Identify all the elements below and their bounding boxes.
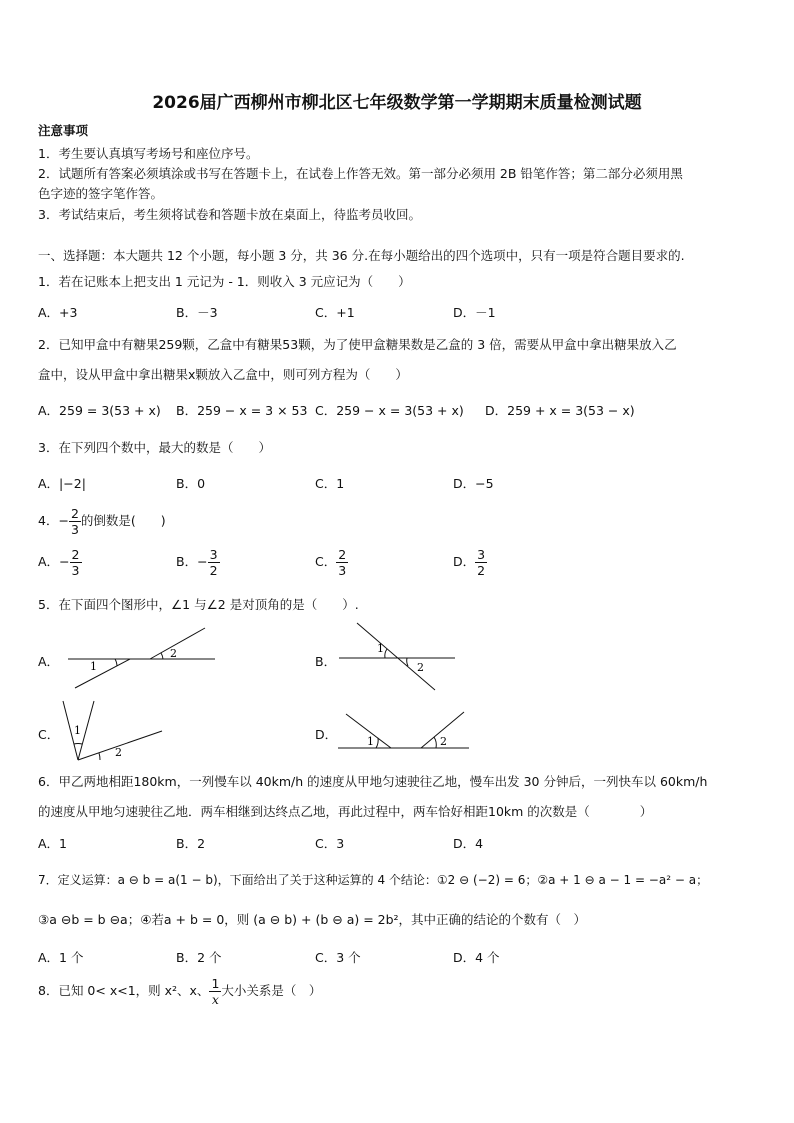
question-5-stem: 5．在下面四个图形中，∠1 与∠2 是对顶角的是（ ）. (38, 597, 359, 612)
q1-option-b: B．－3 (176, 305, 218, 320)
q4-option-a (38, 547, 82, 578)
q4-option-b (176, 547, 220, 578)
q6-option-b: B．2 (176, 836, 206, 851)
figure-d-angle-2: 2 (440, 735, 447, 748)
figure-b-arc-2 (407, 658, 408, 666)
figure-c-angle-1: 1 (74, 724, 81, 737)
q4-option-a-label: A． (38, 554, 60, 569)
q7-option-a: A．1 个 (38, 950, 84, 965)
q4-option-d-label: D． (453, 554, 476, 569)
q4-option-a-fraction (70, 547, 82, 578)
figure-a-angle-2: 2 (170, 647, 177, 660)
q4-stem-suffix: 的倒数是( ) (80, 513, 166, 528)
q4-option-d (453, 547, 487, 578)
notice-item-3: 3．考试结束后，考生须将试卷和答题卡放在桌面上，待监考员收回。 (38, 207, 421, 222)
q4-numerator: 2 (70, 506, 79, 521)
figure-a-ray-2 (150, 628, 205, 659)
q8-stem-prefix: 8．已知 0< x<1，则 x²、x、 (38, 983, 210, 998)
q4-option-c-fraction (336, 547, 348, 578)
q4-option-c-den: 3 (338, 563, 347, 578)
q4-option-b-num: 3 (209, 547, 218, 562)
q4-option-d-num: 3 (477, 547, 486, 562)
q2-option-d: D．259 + x = 3(53 − x) (485, 403, 635, 418)
q4-option-c (315, 547, 348, 578)
q2-option-c: C．259 − x = 3(53 + x) (315, 403, 464, 418)
figure-c-arc-2 (99, 753, 100, 760)
q5-figure-b (335, 620, 465, 692)
question-8-stem (38, 976, 321, 1007)
question-2-stem: 2．已知甲盒中有糖果259颗，乙盒中有糖果53颗，为了使甲盒糖果数是乙盒的 3 倍，需要从甲盒中拿出糖果放入乙 (38, 337, 677, 352)
q4-option-b-den: 2 (209, 563, 218, 578)
q5-option-d-label: D． (315, 727, 338, 742)
question-1-stem: 1．若在记账本上把支出 1 元记为 - 1．则收入 3 元应记为（ ） (38, 274, 411, 289)
q6-option-a: A．1 (38, 836, 68, 851)
figure-c-angle-2: 2 (115, 746, 122, 759)
q5-figure-c (58, 698, 168, 764)
page-title: 2026届广西柳州市柳北区七年级数学第一学期期末质量检测试题 (152, 93, 642, 113)
q1-option-d: D．－1 (453, 305, 496, 320)
q3-option-b: B．0 (176, 476, 206, 491)
figure-a-arc-1 (115, 659, 117, 666)
q8-denominator: x (211, 992, 219, 1007)
figure-a-angle-1: 1 (90, 660, 97, 673)
figure-b-arc-1 (385, 649, 387, 658)
q3-option-d: D．−5 (453, 476, 494, 491)
q8-numerator: 1 (211, 976, 220, 991)
question-3-stem: 3．在下列四个数中，最大的数是（ ） (38, 440, 271, 455)
q4-option-b-fraction (208, 547, 220, 578)
q2-option-a: A．259 = 3(53 + x) (38, 403, 161, 418)
q6-option-d: D．4 (453, 836, 484, 851)
q4-option-c-label: C． (315, 554, 337, 569)
figure-b-angle-2: 2 (417, 661, 424, 674)
q4-option-d-fraction (475, 547, 487, 578)
q4-denominator: 3 (70, 522, 79, 537)
question-2-stem-cont: 盒中，设从甲盒中拿出糖果x颗放入乙盒中，则可列方程为（ ） (38, 367, 408, 382)
q4-option-a-num: 2 (71, 547, 80, 562)
q3-option-c: C．1 (315, 476, 345, 491)
q1-option-c: C．+1 (315, 305, 355, 320)
q5-option-a-label: A． (38, 654, 60, 669)
q3-option-a: A．|−2| (38, 476, 86, 491)
q1-option-a: A．+3 (38, 305, 78, 320)
figure-d-angle-1: 1 (367, 735, 374, 748)
q7-option-d: D．4 个 (453, 950, 500, 965)
figure-d-arc-2 (434, 737, 436, 748)
q4-option-b-label: B． (176, 554, 198, 569)
q4-stem-prefix: 4．− (38, 513, 69, 528)
q6-option-c: C．3 (315, 836, 345, 851)
q7-option-c: C．3 个 (315, 950, 361, 965)
figure-c-arc-1 (74, 743, 82, 744)
figure-b-angle-1: 1 (377, 642, 384, 655)
q2-option-b: B．259 − x = 3 × 53 (176, 403, 308, 418)
q4-fraction (69, 506, 81, 537)
q4-option-c-num: 2 (338, 547, 347, 562)
figure-a-ray-1 (75, 659, 130, 688)
notice-item-1: 1．考生要认真填写考场号和座位序号。 (38, 146, 259, 161)
question-6-stem: 6．甲乙两地相距180km，一列慢车以 40km/h 的速度从甲地匀速驶往乙地，慢车出发 30 分钟后，一列快车以 60km/h (38, 774, 708, 789)
figure-b-transversal (357, 623, 435, 690)
q7-option-b: B．2 个 (176, 950, 222, 965)
figure-a-arc-2 (161, 653, 163, 659)
notice-item-2: 2．试题所有答案必须填涂或书写在答题卡上，在试卷上作答无效。第一部分必须用 2B 铅笔作答；第二部分必须用黑 (38, 166, 683, 181)
q5-figure-a (60, 622, 220, 692)
question-7-stem: 7．定义运算：a ⊖ b = a(1 − b)，下面给出了关于这种运算的 4 个结论：①2 ⊖ (−2) = 6；②a + 1 ⊖ a − 1 = −a² − a； (38, 873, 709, 887)
q5-figure-d (336, 708, 471, 754)
notice-item-2-cont: 色字迹的签字笔作答。 (38, 186, 164, 201)
notice-heading: 注意事项 (38, 123, 89, 138)
q4-option-a-sign: − (59, 554, 70, 569)
question-6-stem-cont: 的速度从甲地匀速驶往乙地．两车相继到达终点乙地，再此过程中，两车恰好相距10km 的次数是（ ） (38, 804, 653, 819)
q4-option-d-den: 2 (477, 563, 486, 578)
q4-option-b-sign: − (197, 554, 208, 569)
question-4-stem (38, 506, 166, 537)
section-heading: 一、选择题：本大题共 12 个小题，每小题 3 分，共 36 分.在每小题给出的四个选项中，只有一项是符合题目要求的. (38, 248, 685, 263)
q5-option-b-label: B． (315, 654, 337, 669)
q8-stem-suffix: 大小关系是（ ） (221, 983, 322, 998)
question-7-stem-cont: ③a ⊖b = b ⊖a；④若a + b = 0，则 (a ⊖ b) + (b ⊖ a) = 2b²，其中正确的结论的个数有（ ） (38, 912, 587, 927)
q8-fraction (209, 976, 221, 1007)
q4-option-a-den: 3 (71, 563, 80, 578)
figure-d-arc-1 (376, 738, 378, 748)
q5-option-c-label: C． (38, 727, 60, 742)
